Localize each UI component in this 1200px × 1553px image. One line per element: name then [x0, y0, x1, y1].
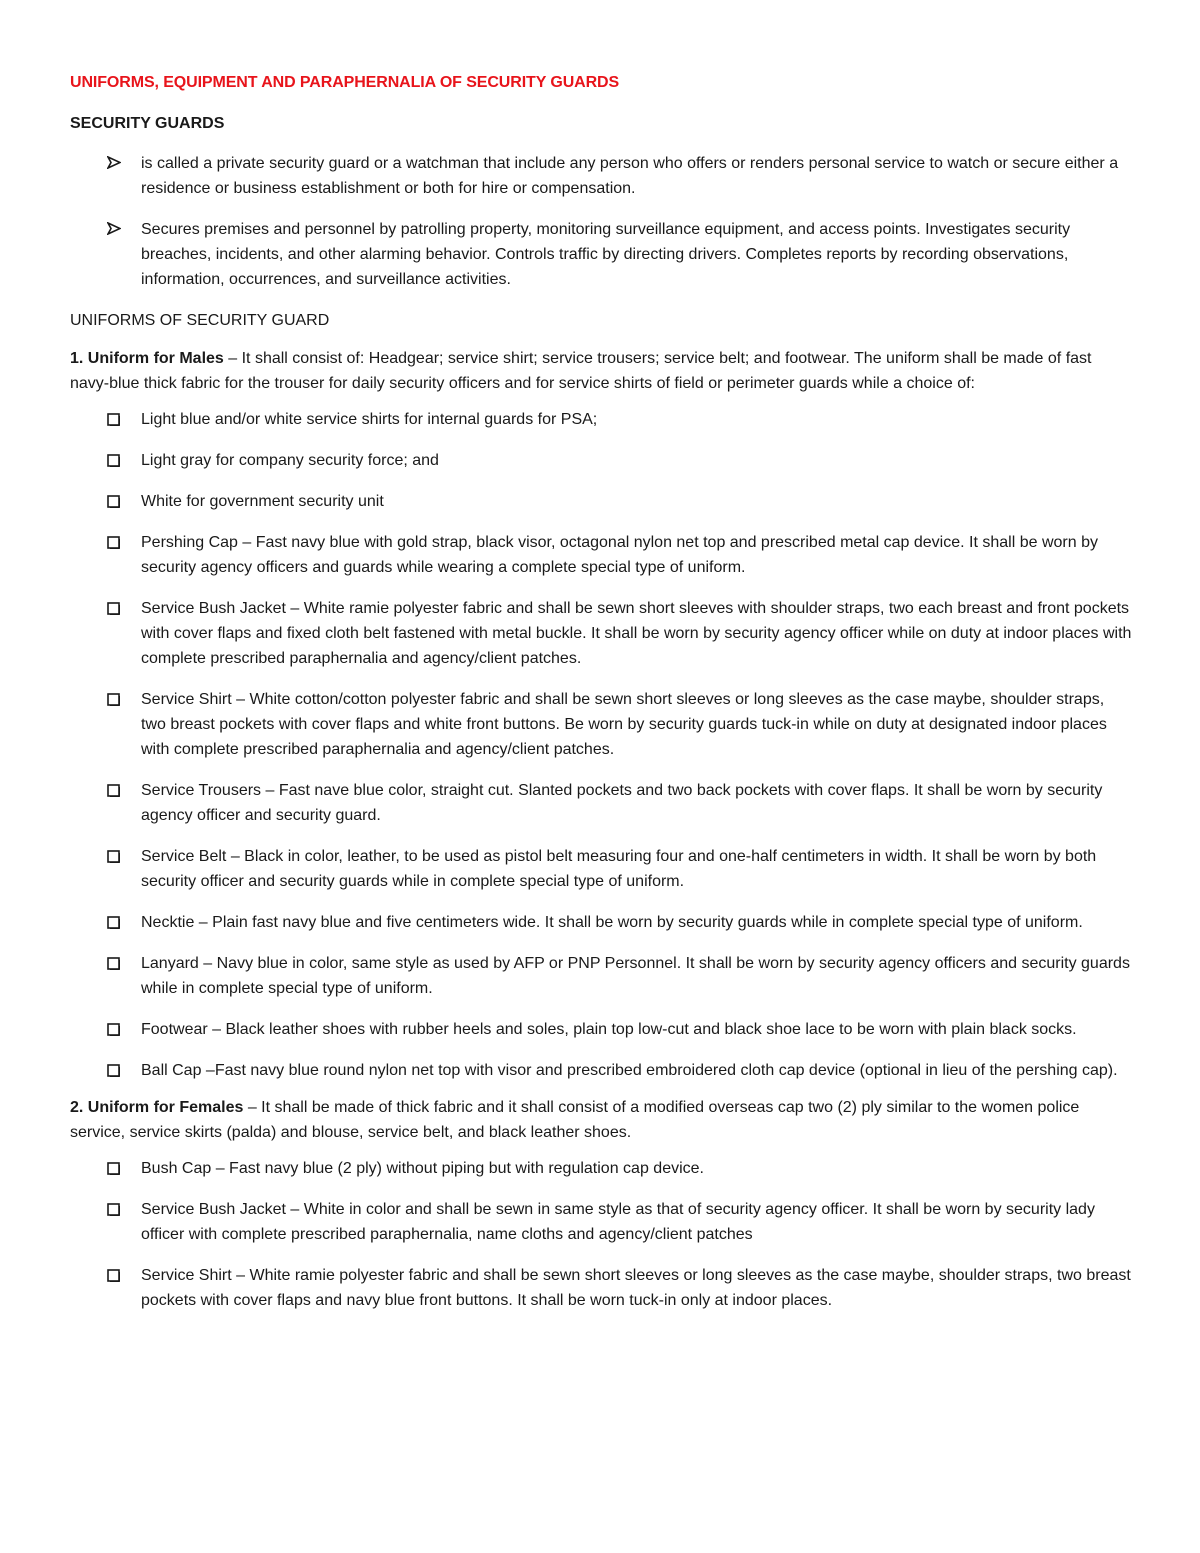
list-item [70, 448, 1132, 473]
document-page [70, 70, 1132, 1329]
list-item-text: Lanyard – Navy blue in color, same style as used by AFP or PNP Personnel. It shall be worn by security agency officers and security guards while in complete special type of uniform. [141, 955, 1130, 997]
females-item-list [70, 1156, 1132, 1313]
list-item [70, 1197, 1132, 1247]
list-item-text: Secures premises and personnel by patrolling property, monitoring surveillance equipment, and access points. Investigates security breaches, incidents, and other alarming behavior. Controls traffic by directing drivers. Completes reports by recording observations, information, occurrences, and surveillance activities. [141, 221, 1071, 288]
males-paragraph [70, 346, 1132, 396]
list-item [70, 687, 1132, 762]
females-label: 2. Uniform for Females [70, 1099, 244, 1116]
list-item [70, 951, 1132, 1001]
document-title: UNIFORMS, EQUIPMENT AND PARAPHERNALIA OF SECURITY GUARDS [70, 74, 620, 91]
list-item [70, 151, 1132, 201]
list-item [70, 596, 1132, 671]
males-text: – It shall consist of: Headgear; service shirt; service trousers; service belt; and footwear. The uniform shall be made of fast navy-blue thick fabric for the trouser for daily security officers and for service shirts of field or perimeter guards while a choice of: [70, 350, 1092, 392]
uniforms-heading: UNIFORMS OF SECURITY GUARD [70, 312, 330, 329]
males-item-list [70, 407, 1132, 1083]
list-item-text: Service Shirt – White ramie polyester fabric and shall be sewn short sleeves or long sleeves as the case maybe, shoulder straps, two breast pockets with cover flaps and navy blue front buttons. It shall be worn tuck-in only at indoor places. [141, 1267, 1131, 1309]
list-item [70, 910, 1132, 935]
intro-bullet-list [70, 151, 1132, 292]
list-item-text: Service Bush Jacket – White ramie polyester fabric and shall be sewn short sleeves with shoulder straps, two each breast and front pockets with cover flaps and fixed cloth belt fastened with metal buckle. It shall be worn by security agency officer while on duty at indoor places with complete prescribed paraphernalia and agency/client patches. [141, 600, 1132, 667]
females-text: – It shall be made of thick fabric and it shall consist of a modified overseas cap two (2) ply similar to the women police service, service skirts (palda) and blouse, service belt, and black leather shoes. [70, 1099, 1080, 1141]
list-item-text: Service Trousers – Fast nave blue color, straight cut. Slanted pockets and two back pockets with cover flaps. It shall be worn by security agency officer and security guard. [141, 782, 1103, 824]
list-item-text: Ball Cap –Fast navy blue round nylon net top with visor and prescribed embroidered cloth cap device (optional in lieu of the pershing cap). [141, 1062, 1118, 1079]
list-item [70, 1156, 1132, 1181]
list-item-text: Footwear – Black leather shoes with rubber heels and soles, plain top low-cut and black shoe lace to be worn with plain black socks. [141, 1021, 1077, 1038]
list-item-text: is called a private security guard or a watchman that include any person who offers or renders personal service to watch or secure either a residence or business establishment or both for hire or compensation. [141, 155, 1119, 197]
females-paragraph [70, 1095, 1132, 1145]
list-item-text: Necktie – Plain fast navy blue and five centimeters wide. It shall be worn by security guards while in complete special type of uniform. [141, 914, 1083, 931]
list-item [70, 530, 1132, 580]
list-item-text: Light blue and/or white service shirts for internal guards for PSA; [141, 411, 598, 428]
list-item [70, 217, 1132, 292]
list-item-text: Service Bush Jacket – White in color and shall be sewn in same style as that of security agency officer. It shall be worn by security lady officer with complete prescribed paraphernalia, name cloths and agency/client patches [141, 1201, 1095, 1243]
list-item-text: Light gray for company security force; and [141, 452, 439, 469]
list-item-text: Bush Cap – Fast navy blue (2 ply) without piping but with regulation cap device. [141, 1160, 704, 1177]
list-item-text: Service Belt – Black in color, leather, to be used as pistol belt measuring four and one-half centimeters in width. It shall be worn by both security officer and security guards while in complete special type of uniform. [141, 848, 1097, 890]
list-item-text: Pershing Cap – Fast navy blue with gold strap, black visor, octagonal nylon net top and prescribed metal cap device. It shall be worn by security agency officers and guards while wearing a complete special type of uniform. [141, 534, 1098, 576]
list-item [70, 844, 1132, 894]
list-item [70, 1058, 1132, 1083]
list-item [70, 1263, 1132, 1313]
list-item [70, 1017, 1132, 1042]
list-item-text: White for government security unit [141, 493, 384, 510]
males-label: 1. Uniform for Males [70, 350, 224, 367]
list-item-text: Service Shirt – White cotton/cotton polyester fabric and shall be sewn short sleeves or long sleeves as the case maybe, shoulder straps, two breast pockets with cover flaps and white front buttons. Be worn by security guards tuck-in while on duty at designated indoor places with complete prescribed paraphernalia and agency/client patches. [141, 691, 1107, 758]
list-item [70, 778, 1132, 828]
section-heading-security-guards: SECURITY GUARDS [70, 115, 225, 132]
list-item [70, 407, 1132, 432]
list-item [70, 489, 1132, 514]
